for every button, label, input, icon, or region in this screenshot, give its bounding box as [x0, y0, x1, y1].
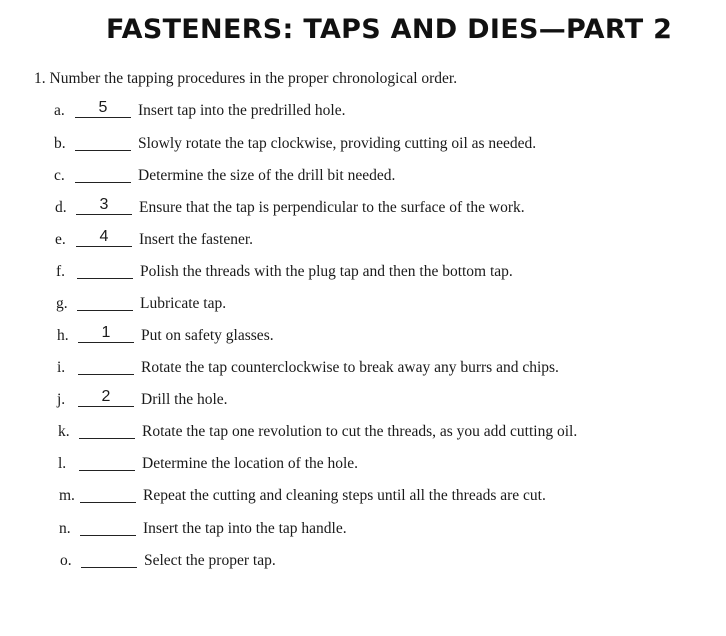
procedure-text: Insert tap into the predrilled hole.	[138, 102, 346, 119]
answer-blank-line[interactable]	[77, 310, 133, 311]
item-letter: l.	[58, 455, 67, 472]
answer-blank-line[interactable]	[75, 150, 131, 151]
item-letter: b.	[54, 135, 66, 152]
answer-blank-line[interactable]	[80, 502, 136, 503]
procedure-text: Polish the threads with the plug tap and then the bottom tap.	[140, 263, 513, 280]
procedure-text: Repeat the cutting and cleaning steps until all the threads are cut.	[143, 487, 546, 504]
item-letter: h.	[57, 327, 69, 344]
procedure-text: Slowly rotate the tap clockwise, providing cutting oil as needed.	[138, 135, 537, 152]
procedure-text: Insert the fastener.	[139, 231, 254, 248]
question-prompt: 1. Number the tapping procedures in the proper chronological order.	[34, 70, 458, 87]
item-letter: k.	[58, 423, 70, 440]
procedure-text: Determine the location of the hole.	[142, 455, 359, 472]
procedure-text: Select the proper tap.	[144, 552, 276, 569]
answer-blank-line[interactable]	[77, 278, 133, 279]
item-letter: n.	[59, 520, 71, 537]
item-letter: i.	[57, 359, 66, 376]
item-letter: m.	[59, 487, 75, 504]
answer-value: 4	[99, 228, 109, 245]
answer-blank-line[interactable]	[76, 246, 132, 247]
answer-blank-line[interactable]	[79, 470, 135, 471]
answer-value: 2	[101, 388, 111, 405]
procedure-text: Put on safety glasses.	[141, 327, 274, 344]
answer-blank-line[interactable]	[78, 406, 134, 407]
answer-value: 3	[99, 196, 109, 213]
item-letter: d.	[55, 199, 67, 216]
item-letter: c.	[54, 167, 65, 184]
answer-blank-line[interactable]	[78, 342, 134, 343]
procedure-text: Rotate the tap one revolution to cut the threads, as you add cutting oil.	[142, 423, 578, 440]
answer-value: 5	[98, 99, 108, 116]
item-letter: f.	[56, 263, 66, 280]
item-letter: a.	[54, 102, 65, 119]
answer-blank-line[interactable]	[80, 535, 136, 536]
item-letter: g.	[56, 295, 68, 312]
item-letter: o.	[60, 552, 72, 569]
answer-blank-line[interactable]	[75, 117, 131, 118]
procedure-text: Lubricate tap.	[140, 295, 227, 312]
procedure-text: Drill the hole.	[141, 391, 228, 408]
answer-blank-line[interactable]	[79, 438, 135, 439]
procedure-text: Rotate the tap counterclockwise to break away any burrs and chips.	[141, 359, 559, 376]
procedure-text: Insert the tap into the tap handle.	[143, 520, 347, 537]
answer-value: 1	[101, 324, 111, 341]
worksheet-title: FASTENERS: TAPS AND DIES—PART 2	[106, 14, 673, 45]
procedure-text: Ensure that the tap is perpendicular to the surface of the work.	[139, 199, 525, 216]
procedure-text: Determine the size of the drill bit needed.	[138, 167, 396, 184]
item-letter: j.	[57, 391, 66, 408]
answer-blank-line[interactable]	[76, 214, 132, 215]
answer-blank-line[interactable]	[75, 182, 131, 183]
answer-blank-line[interactable]	[78, 374, 134, 375]
answer-blank-line[interactable]	[81, 567, 137, 568]
item-letter: e.	[55, 231, 66, 248]
